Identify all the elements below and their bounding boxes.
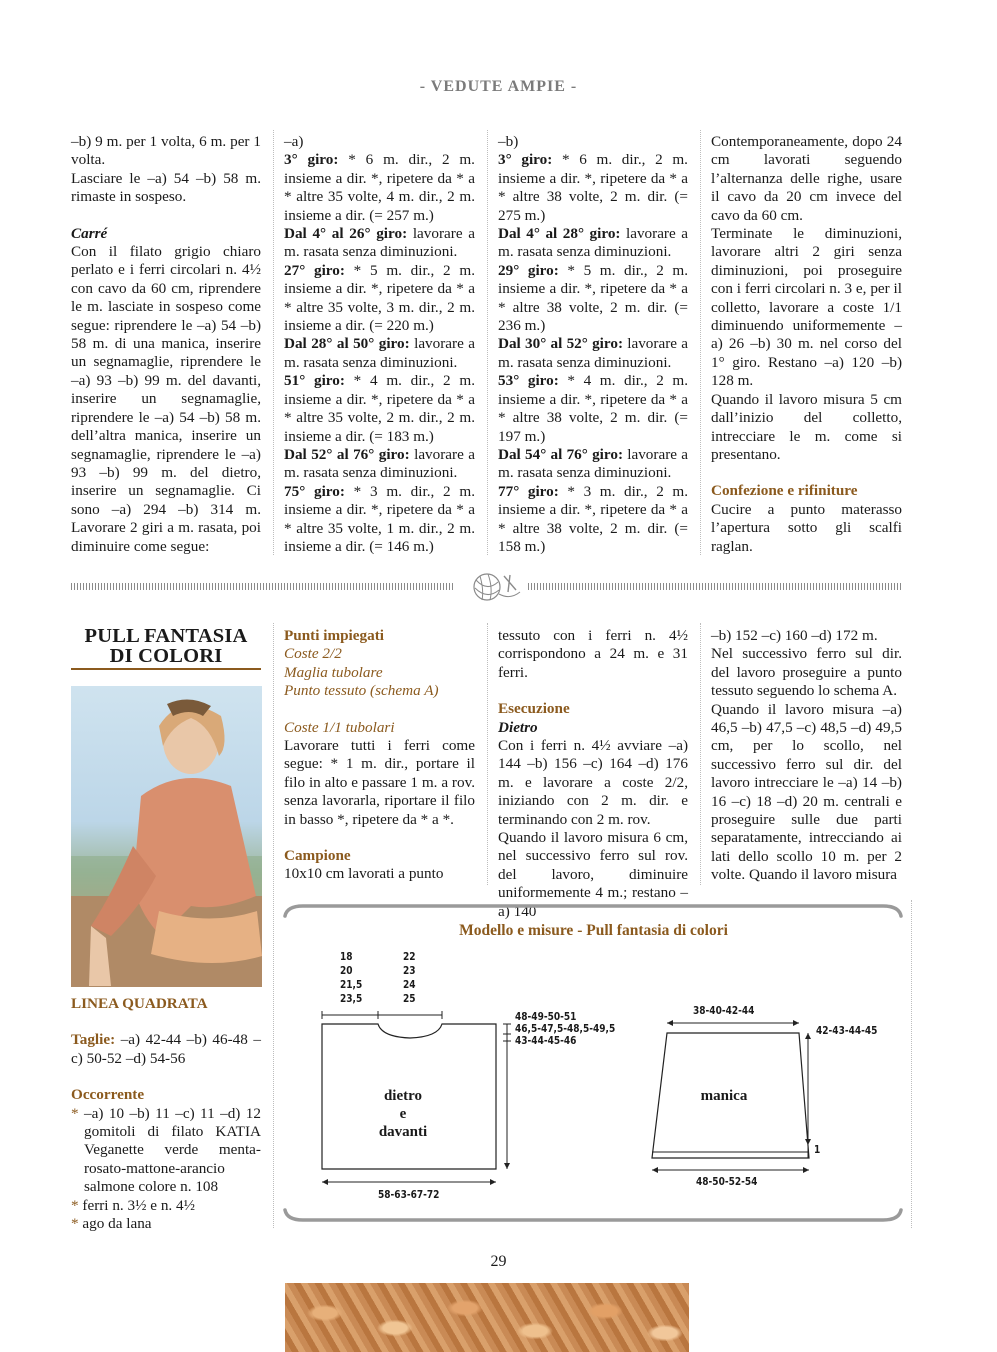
occorrente-list: [71, 1105, 261, 1234]
dietro-text: Con i ferri n. 4½ avviare –a) 144 –b) 156 –c) 164 –d) 176 m. e lavorare a coste 2/2, iniziando con 2 m. dir. e terminando con 2 m. rov.: [498, 737, 688, 828]
top-column-2: [284, 133, 475, 556]
sleeve-bottom-label: 48-50-52-54: [696, 1175, 758, 1188]
dietro-heading: Dietro: [498, 718, 538, 736]
occorrente-item: * ferri n. 3½ e n. 4½: [71, 1196, 195, 1214]
column-rule: [700, 130, 701, 555]
campione-text-continued: tessuto con i ferri n. 4½ corrispondono a 24 m. e 31 ferri.: [498, 627, 688, 681]
instruction: Dal 4° al 28° giro: lavorare a m. rasata senza diminuzioni.: [498, 225, 688, 261]
instruction: 27° giro: * 5 m. dir., 2 m. insieme a dir. *, ripetere da * a * altre 35 volte, 3 m. dir., 2 m. insieme a dir. (= 220 m.): [284, 261, 475, 335]
text-paragraph: Quando il lavoro misura 5 cm dall’inizio del colletto, intrecciare le m. come si presentano.: [711, 390, 902, 463]
instruction: Dal 4° al 26° giro: lavorare a m. rasata senza diminuzioni.: [284, 225, 475, 261]
instruction: 77° giro: * 3 m. dir., 2 m. insieme a dir. *, ripetere da * a * altre 38 volte, 2 m. dir. (= 158 m.): [498, 482, 688, 555]
section-separator: [71, 583, 453, 590]
text-line: –b) 9 m. per 1 volta, 6 m. per 1 volta.: [71, 133, 261, 169]
column-rule: [487, 130, 488, 555]
punti-item: Punto tessuto (schema A): [284, 682, 439, 700]
occorrente-heading: Occorrente: [71, 1086, 145, 1104]
body-label: dietro e davanti: [378, 1088, 428, 1140]
text-line: Lasciare le –a) 54 –b) 58 m. rimaste in sospeso.: [71, 169, 261, 206]
carre-text: Con il filato grigio chiaro perlato e i ferri circolari n. 4½ con cavo da 60 cm, riprendere le m. lasciate in sospeso come segue: riprendere le –a) 54 –b) 58 m. di una manica, inserire un segnamaglie, riprendere le –a) 93 –b) 99 m. del davanti, inserire un segnamaglie, riprendere le –a) 54 –b) 58 m. dell’altra manica, inserire un segnamaglie, riprendere le –a) 93 –b) 99 m. del dietro, inserire un segnamaglie. Ci sono –a) 294 –b) 314 m. Lavorare 2 giri a m. rasata, poi diminuire come segue:: [71, 243, 261, 555]
esecuzione-heading: Esecuzione: [498, 700, 570, 718]
pattern-title: PULL FANTASIA DI COLORI: [84, 625, 248, 667]
occorrente-item: * –a) 10 –b) 11 –c) 11 –d) 12 gomitoli di filato KATIA Veganette verde menta-rosato-mattone-arancio salmone colore n. 108: [71, 1104, 261, 1196]
esecuzione-column: [498, 627, 688, 921]
punti-heading: Punti impiegati: [284, 627, 384, 644]
confezione-heading: Confezione e rifiniture: [711, 482, 858, 500]
dietro-text: Quando il lavoro misura 6 cm, nel successivo ferro sul rov. del lavoro, diminuire uniformemente 4 m.; restano –a) 140: [498, 829, 688, 920]
punti-list: [284, 645, 475, 700]
taglie-line: Taglie: –a) 42-44 –b) 46-48 –c) 50-52 –d) 54-56: [71, 1031, 261, 1067]
punti-item: Coste 2/2: [284, 645, 342, 663]
dietro-text: Nel successivo ferro sul dir. del lavoro proseguire a punto tessuto seguendo lo schema A.: [711, 645, 902, 700]
yarn-ball-icon: [460, 570, 522, 606]
carre-heading: Carré: [71, 224, 108, 242]
top-column-3: [498, 133, 688, 556]
text-paragraph: Contemporaneamente, dopo 24 cm lavorati seguendo l’alternanza delle righe, usare il cavo da 20 cm invece del cavo da 60 cm.: [711, 133, 902, 224]
confezione-text: Cucire a punto materasso l’apertura sotto gli scalfi raglan.: [711, 500, 902, 555]
running-header: - VEDUTE AMPIE -: [419, 78, 578, 95]
sleeve-label: manica: [700, 1088, 748, 1104]
diagram-title: Modello e misure - Pull fantasia di colori: [459, 922, 728, 939]
column-rule: [911, 900, 912, 1228]
coste-text: Lavorare tutti i ferri come segue: * 1 m. dir., portare il filo in alto e passare 1 m. a rov. senza lavorarla, riportare il filo in basso *, ripetere da * a *.: [284, 737, 475, 828]
instruction: 51° giro: * 4 m. dir., 2 m. insieme a dir. *, ripetere da * a * altre 35 volte, 2 m. dir., 2 m. insieme a dir. (= 183 m.): [284, 372, 475, 445]
section-separator: [528, 583, 902, 590]
bullet-star: *: [71, 1104, 85, 1122]
bullet-star: *: [71, 1215, 83, 1233]
page-number: 29: [490, 1253, 507, 1270]
column-rule: [487, 623, 488, 885]
dietro-text: Quando il lavoro misura –a) 46,5 –b) 47,5 –c) 48,5 –d) 49,5 cm, per lo scollo, nel successivo ferro sul dir. del lavoro intrecciare le –a) 14 –b) 16 –c) 18 –d) 20 m. centrali e proseguire sulle due parti separatamente, intrecciando ai lati dello scollo 10 m. per 2 volte. Quando il lavoro misura: [711, 700, 902, 884]
knit-texture-photo: [285, 1283, 689, 1352]
occorrente-item: * ago da lana: [71, 1215, 152, 1233]
body-height-labels: 48-49-50-51 46,5-47,5-48,5-49,5 43-44-45-46: [515, 1010, 616, 1047]
dietro-text: –b) 152 –c) 160 –d) 172 m.: [711, 627, 878, 644]
model-photo: [71, 686, 262, 987]
instruction: 3° giro: * 6 m. dir., 2 m. insieme a dir. *, ripetere da * a * altre 38 volte, 2 m. dir. (= 275 m.): [498, 151, 688, 224]
column-rule: [273, 130, 274, 555]
diagram-bottom-bracket: [283, 1208, 903, 1228]
text-paragraph: Terminate le diminuzioni, lavorare altri 2 giri senza diminuzioni, poi proseguire con i ferri circolari n. 3 e, per il colletto, lavorare a coste 1/1 diminuendo uniformemente –a) 26 –b) 30 m. nel corso del 1° giro. Restano –a) 120 –b) 128 m.: [711, 225, 902, 390]
dietro-column-continued: [711, 627, 902, 885]
punti-column: [284, 627, 475, 884]
punti-item: Maglia tubolare: [284, 663, 383, 681]
sleeve-cuff-label: 1: [814, 1143, 821, 1156]
measurement-diagram: [300, 945, 900, 1205]
instruction: Dal 52° al 76° giro: lavorare a m. rasata senza diminuzioni.: [284, 445, 475, 482]
campione-heading: Campione: [284, 847, 351, 865]
neck-right-labels: 22 23 24 25: [403, 950, 416, 1005]
size-label: –a): [284, 133, 304, 150]
size-label: –b): [498, 133, 519, 150]
instruction: 29° giro: * 5 m. dir., 2 m. insieme a dir. *, ripetere da * a * altre 38 volte, 2 m. dir. (= 236 m.): [498, 261, 688, 335]
bullet-star: *: [71, 1196, 83, 1214]
campione-text: 10x10 cm lavorati a punto: [284, 865, 444, 883]
top-column-1: [71, 133, 261, 556]
linea-label: LINEA QUADRATA: [71, 995, 208, 1012]
column-rule: [700, 623, 701, 885]
instruction: 75° giro: * 3 m. dir., 2 m. insieme a dir. *, ripetere da * a * altre 35 volte, 1 m. dir., 2 m. insieme a dir. (= 146 m.): [284, 482, 475, 555]
instruction: Dal 54° al 76° giro: lavorare a m. rasata senza diminuzioni.: [498, 445, 688, 482]
column-rule: [273, 623, 274, 1228]
sleeve-height-label: 42-43-44-45: [816, 1024, 878, 1037]
top-column-4: [711, 133, 902, 556]
neck-left-labels: 18 20 21,5 23,5: [340, 950, 363, 1005]
body-width-label: 58-63-67-72: [378, 1188, 440, 1201]
materials-column: [71, 995, 261, 1233]
diagram-top-bracket: [283, 898, 903, 918]
instruction: 53° giro: * 4 m. dir., 2 m. insieme a dir. *, ripetere da * a * altre 38 volte, 2 m. dir. (= 197 m.): [498, 372, 688, 445]
instruction: 3° giro: * 6 m. dir., 2 m. insieme a dir. *, ripetere da * a * altre 35 volte, 4 m. dir., 2 m. insieme a dir. (= 257 m.): [284, 151, 475, 224]
title-underline: [71, 668, 261, 670]
instruction: Dal 30° al 52° giro: lavorare a m. rasata senza diminuzioni.: [498, 335, 688, 371]
coste-heading: Coste 1/1 tubolari: [284, 718, 395, 736]
sleeve-top-label: 38-40-42-44: [693, 1004, 755, 1017]
instruction: Dal 28° al 50° giro: lavorare a m. rasata senza diminuzioni.: [284, 335, 475, 371]
